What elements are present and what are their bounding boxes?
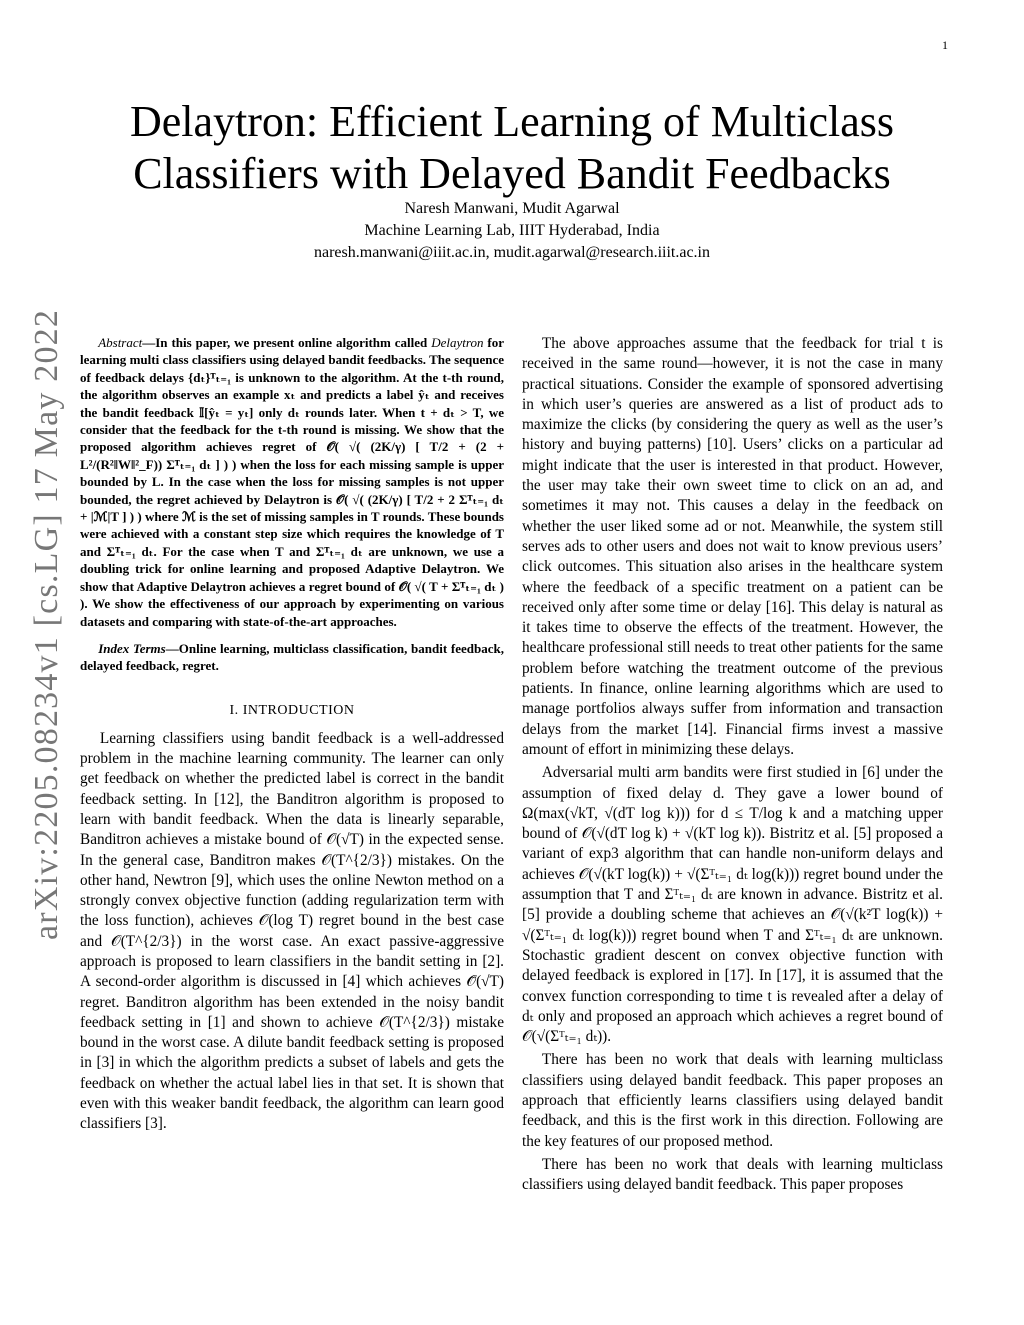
author-block bbox=[80, 198, 944, 264]
abstract-text-1: In this paper, we present online algorithm called bbox=[155, 335, 428, 350]
section-number: I. bbox=[229, 702, 239, 718]
paragraph: Adversarial multi arm bandits were first studied in [6] under the assumption of fixed delay d. They gave a lower bound of Ω(max(√kT, √(dT log k))) for d ≤ T/log k and a matching upper bound of 𝒪(√(dT log k) + √(kT log k)). Bistritz et al. [5] proposed a variant of exp3 algorithm that can handle non-uniform delays and achieves 𝒪(√(kT log(k)) + √(Σᵀₜ₌₁ dₜ log(k))) regret bound under the assumption that T and Σᵀₜ₌₁ dₜ are known in advance. Bistritz et al. [5] provide a doubling scheme that achieves an 𝒪(√(k²T log(k)) + √(Σᵀₜ₌₁ dₜ log(k))) regret bound when T and Σᵀₜ₌₁ dₜ are unknown. Stochastic gradient descent on convex objective function with delayed feedback is explored in [17]. In [17], it is assumed that the convex function corresponding to time t is revealed after a delay of dₜ only and proposed an approach which achieves a regret bound of 𝒪(√(Σᵀₜ₌₁ dₜ)). bbox=[522, 764, 943, 1046]
section-title-rest: NTRODUCTION bbox=[247, 702, 355, 718]
abstract-italic-word: Delaytron bbox=[431, 335, 484, 350]
abstract bbox=[80, 334, 504, 630]
paragraph: Learning classifiers using bandit feedback is a well-addressed problem in the machine learning community. The learner can only get feedback on whether the predicted label is correct in the bandit feedback setting. In [12], the Banditron algorithm is proposed to learn with bandit feedback. When the data is linearly separable, Banditron achieves a mistake bound of 𝒪(√T) in the expected sense. In the general case, Banditron makes 𝒪(T^{2/3}) mistakes. On the other hand, Newtron [9], which uses the online Newton method on a strongly convex objective function (adding regularization term with the loss function), achieves 𝒪(log T) regret bound in the best case and 𝒪(T^{2/3}) in the worst case. An exact passive-aggressive approach is proposed to learn classifiers in the bandit setting in [2]. A second-order algorithm is discussed in [4] which achieves 𝒪̃(√T) regret. Banditron algorithm has been extended in the noisy bandit feedback setting in [1] and shown to achieve 𝒪(T^{2/3}) mistake bound in the worst case. A dilute bandit feedback setting is proposed in [3] in which the algorithm predicts a subset of labels and gets the feedback on whether the actual label lies in that set. It is shown that even with this weaker bandit feedback, the algorithm can learn good classifiers [3]. bbox=[80, 729, 504, 1133]
author-affiliation: Machine Learning Lab, IIIT Hyderabad, India bbox=[364, 222, 660, 239]
index-terms-text: Online learning, multiclass classification, bandit feedback, delayed feedback, regret. bbox=[80, 640, 504, 674]
left-body bbox=[80, 729, 504, 1135]
index-terms-label: Index Terms bbox=[98, 640, 166, 656]
abstract-text-2: for learning multi class classifiers using delayed bandit feedbacks. The sequence of feedback delays {dₜ}ᵀₜ₌₁ is unknown to the algorithm. At the t-th round, the algorithm observes an example xₜ and predicts a label ŷₜ and receives the bandit feedback 𝕀[ŷₜ = yₜ] only dₜ rounds later. When t + dₜ > T, we consider that the feedback for the t-th round is missing. We show that the proposed algorithm achieves regret of 𝒪( √( (2K/γ) [ T/2 + (2 + L²/(R²‖W‖²_F)) Σᵀₜ₌₁ dₜ ] ) ) when the loss for each missing sample is upper bounded by L. In the case when the loss for missing samples is not upper bounded, the regret achieved by Delaytron is 𝒪( √( (2K/γ) [ T/2 + 2 Σᵀₜ₌₁ dₜ + |ℳ|T ] ) ) where ℳ is the set of missing samples in T rounds. These bounds were achieved with a constant step size which requires the knowledge of T and Σᵀₜ₌₁ dₜ. For the case when T and Σᵀₜ₌₁ dₜ are unknown, we use a doubling trick for online learning and proposed Adaptive Delaytron. We show that Adaptive Delaytron achieves a regret bound of 𝒪( √( T + Σᵀₜ₌₁ dₜ ) ). We show the effectiveness of our approach by experimenting on various datasets and comparing with state-of-the-art approaches. bbox=[80, 335, 504, 629]
right-column bbox=[522, 334, 943, 1198]
paragraph: There has been no work that deals with learning multiclass classifiers using delayed bandit feedback. This paper proposes an approach that efficiently learns classifiers using delayed bandit feedback, and this is the first work in this direction. Following are the key features of our proposed method. bbox=[522, 1051, 943, 1150]
paragraph: There has been no work that deals with learning multiclass classifiers using delayed bandit feedback. This paper proposes bbox=[522, 1155, 943, 1194]
index-terms-dash: — bbox=[165, 640, 179, 656]
author-names: Naresh Manwani, Mudit Agarwal bbox=[404, 200, 620, 217]
section-title-first: I bbox=[242, 702, 248, 718]
arxiv-stamp: arXiv:2205.08234v1 [cs.LG] 17 May 2022 bbox=[28, 308, 65, 940]
index-terms bbox=[80, 640, 504, 675]
section-heading bbox=[80, 703, 504, 719]
page-number: 1 bbox=[942, 38, 948, 52]
title-line-1: Delaytron: Efficient Learning of Multiclass bbox=[129, 97, 895, 146]
paragraph: The above approaches assume that the feedback for trial t is received in the same round—however, it is not the case in many practical situations. Consider the example of sponsored advertising in which user’s queries are answered as a list of product ads to maximize the clicks (by considering the query as well as the user’s history and buying patterns) [10]. Users’ clicks on a particular ad might indicate that the user is interested in that product. However, the user may take their own sweet time to click on an ad, and sometimes it may not. This causes a delay in the feedback on whether the user liked some ad or not. Meanwhile, the system still serves ads to other users and does not wait to know previous users’ click outcomes. This situation also arises in the healthcare system where the feedback of a specific treatment on a patient can be received only after some time or delay [16]. This delay is natural as it takes time to observe the effects of the treatment. However, the healthcare professional still needs to treat other patients for the same problem before watching the treatment outcome of the previous patients. In finance, online learning algorithms which are used to manage portfolios always suffer from information and transaction delays from the market [14]. Financial firms invest a massive amount of effort in minimizing these delays. bbox=[522, 335, 943, 758]
author-emails: naresh.manwani@iiit.ac.in, mudit.agarwal@research.iiit.ac.in bbox=[314, 244, 710, 261]
paper-title bbox=[80, 96, 944, 200]
title-line-2: Classifiers with Delayed Bandit Feedbacks bbox=[133, 149, 891, 198]
left-column bbox=[80, 334, 504, 1138]
abstract-label: Abstract bbox=[98, 335, 143, 350]
abstract-dash: — bbox=[142, 335, 156, 350]
